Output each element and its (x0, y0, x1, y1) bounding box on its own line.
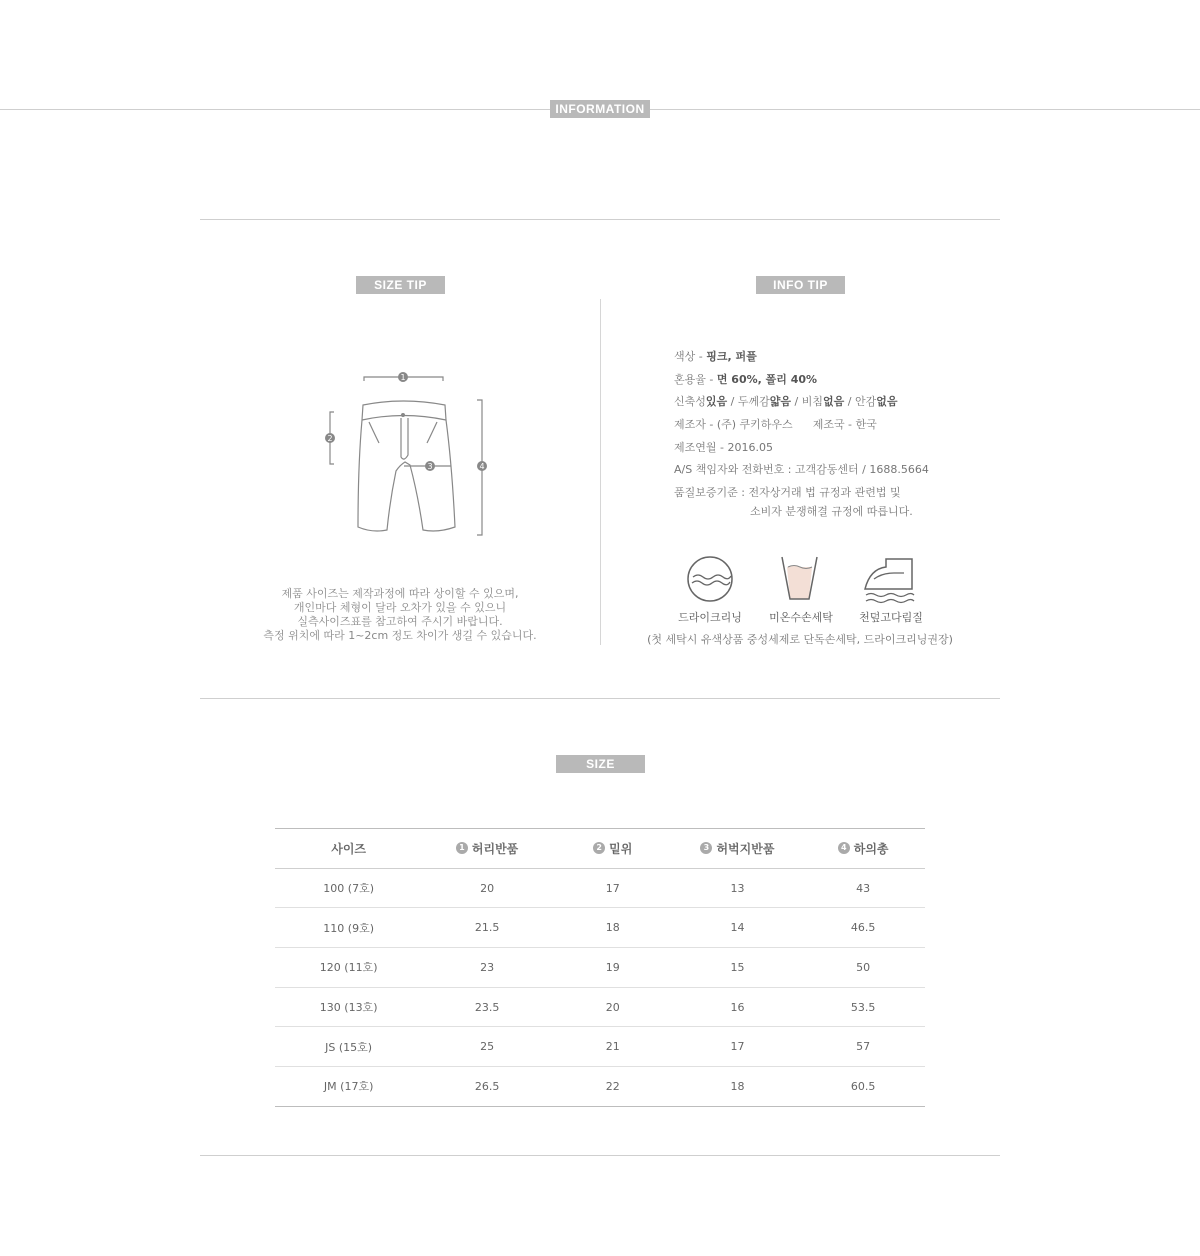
section-divider-bottom (200, 1155, 1000, 1156)
care-note: (첫 세탁시 유색상품 중성세제로 단독손세탁, 드라이크리닝권장) (647, 633, 953, 646)
cell-thigh: 13 (730, 881, 745, 895)
header-thigh: 3 허벅지반품 (674, 840, 802, 857)
cell-thigh: 18 (730, 1079, 745, 1093)
cell-rise: 22 (605, 1079, 620, 1093)
marker-2-text: 2 (327, 434, 333, 443)
cell-size: 130 (13호) (319, 1001, 378, 1015)
table-row (275, 908, 925, 948)
info-list (674, 347, 929, 525)
cell-waist: 23.5 (474, 1000, 500, 1014)
cell-rise: 19 (605, 960, 620, 974)
cell-rise: 21 (605, 1040, 620, 1054)
properties-row: 신축성있음 / 두께감얇음 / 비침없음 / 안감없음 (674, 395, 898, 409)
cell-waist: 26.5 (474, 1079, 500, 1093)
size-note (230, 587, 570, 643)
size-note-line: 측정 위치에 따라 1~2cm 정도 차이가 생길 수 있습니다. (263, 629, 537, 642)
cell-waist: 23 (480, 960, 495, 974)
size-tip-title: SIZE TIP (356, 276, 445, 294)
cell-thigh: 16 (730, 1000, 745, 1014)
as-row: A/S 책임자와 전화번호 : 고객감동센터 / 1688.5664 (674, 463, 929, 477)
information-title: INFORMATION (550, 100, 650, 118)
cell-length: 46.5 (850, 921, 876, 935)
cell-length: 50 (856, 960, 871, 974)
size-note-line: 개인마다 체형이 달라 오차가 있을 수 있으니 (293, 601, 507, 614)
cell-length: 53.5 (850, 1000, 876, 1014)
cell-rise: 18 (605, 921, 620, 935)
cell-length: 43 (856, 881, 871, 895)
cell-waist: 21.5 (474, 921, 500, 935)
number-badge-4: 4 (838, 842, 850, 854)
cell-thigh: 14 (730, 921, 745, 935)
cell-rise: 20 (605, 1000, 620, 1014)
marker-4-text: 4 (479, 462, 485, 471)
size-note-line: 제품 사이즈는 제작과정에 따라 상이할 수 있으며, (281, 587, 519, 600)
cell-size: 120 (11호) (319, 961, 378, 975)
number-badge-3: 3 (700, 842, 712, 854)
table-row (275, 948, 925, 988)
info-tip-title: INFO TIP (756, 276, 845, 294)
material-row: 혼용율 - 면 60%, 폴리 40% (674, 372, 818, 386)
header-rise: 2 밑위 (552, 840, 674, 857)
marker-1-text: 1 (400, 373, 406, 382)
header-length: 4 하의총 (801, 840, 925, 857)
date-row: 제조연월 - 2016.05 (674, 440, 773, 454)
color-value: 핑크, 퍼플 (706, 350, 757, 363)
size-table (275, 828, 925, 1107)
number-badge-2: 2 (593, 842, 605, 854)
size-title: SIZE (556, 755, 645, 773)
table-row (275, 1027, 925, 1067)
care-label-dryclean: 드라이크리닝 (678, 611, 742, 624)
cell-length: 60.5 (850, 1079, 876, 1093)
pants-diagram (320, 365, 495, 545)
cell-thigh: 17 (730, 1040, 745, 1054)
country-text: 제조국 - 한국 (812, 418, 877, 432)
cloth-iron-icon (862, 555, 918, 605)
table-header (275, 829, 925, 869)
column-divider (600, 299, 601, 645)
number-badge-1: 1 (456, 842, 468, 854)
cell-size: 110 (9호) (323, 921, 374, 935)
cell-waist: 20 (480, 881, 495, 895)
cell-size: 100 (7호) (323, 882, 374, 896)
cell-size: JS (15호) (325, 1040, 373, 1054)
quality-row: 품질보증기준 : 전자상거래 법 규정과 관련법 및 (674, 486, 901, 500)
maker-row (674, 415, 929, 438)
table-row (275, 1067, 925, 1106)
header-waist: 1 허리반품 (422, 840, 552, 857)
table-row (275, 988, 925, 1028)
size-note-line: 실측사이즈표를 참고하여 주시기 바랍니다. (297, 615, 503, 628)
color-row: 색상 - 핑크, 퍼플 (674, 350, 757, 363)
care-label-handwash: 미온수손세탁 (769, 611, 833, 624)
maker-text: 제조자 - (주) 쿠키하우스 (674, 418, 793, 432)
quality-row-2: 소비자 분쟁해결 규정에 따릅니다. (750, 504, 913, 518)
table-row (275, 869, 925, 909)
header-size: 사이즈 (331, 841, 367, 856)
cell-thigh: 15 (730, 960, 745, 974)
care-label-iron: 천덮고다림질 (859, 611, 923, 624)
cell-waist: 25 (480, 1040, 495, 1054)
cell-size: JM (17호) (323, 1080, 374, 1094)
cell-rise: 17 (605, 881, 620, 895)
section-divider-top (200, 219, 1000, 220)
dry-clean-icon (686, 555, 736, 603)
lukewarm-handwash-icon (779, 555, 821, 603)
section-divider-middle (200, 698, 1000, 699)
material-value: 면 60%, 폴리 40% (716, 372, 818, 386)
marker-3-text: 3 (427, 462, 433, 471)
cell-length: 57 (856, 1040, 871, 1054)
